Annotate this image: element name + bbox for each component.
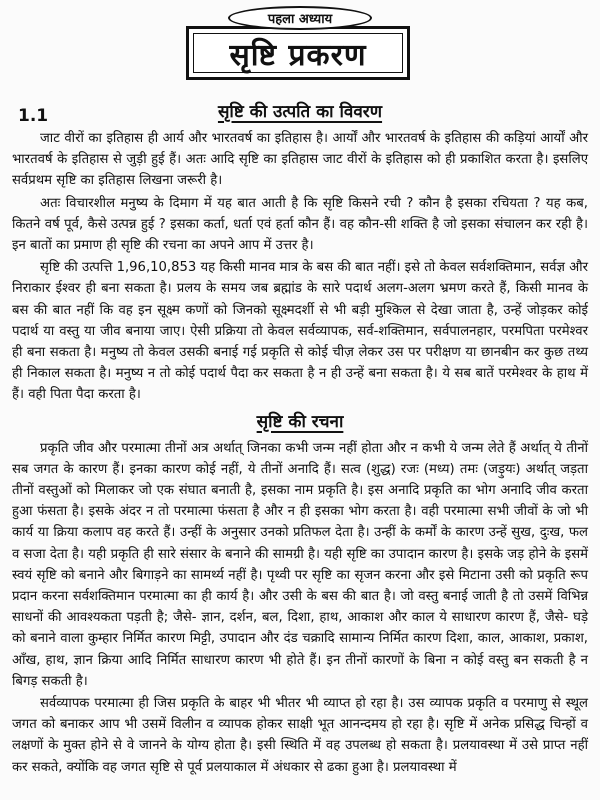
chapter-title: सृष्टि प्रकरण bbox=[229, 37, 367, 73]
section-heading: सृष्टि की उत्पति का विवरण bbox=[217, 102, 383, 122]
subheading: सृष्टि की रचना bbox=[256, 411, 344, 432]
paragraph: अतः विचारशील मनुष्य के दिमाग में यह बात आती है कि सृष्टि किसने रची ? कौन है इसका रचियता ? यह कब, कितने वर्ष पूर्व, कैसे उत्पन्न हुई ? इसका कर्ता, धर्ता एवं हर्ता कौन हैं। वह कौन-सी शक्ति है जो इसका संचालन कर रही है। इन बातों का प्रमाण ही सृष्टि की रचना का अपने आप में उत्तर है। bbox=[12, 195, 588, 254]
chapter-title-box bbox=[186, 26, 410, 80]
paragraph: प्रकृति जीव और परमात्मा तीनों अत्र अर्थात् जिनका कभी जन्म नहीं होता और न कभी ये जन्म लेते हैं अर्थात् ये तीनों सब जगत के कारण हैं। इनका कारण कोई नहीं, ये तीनों अनादि हैं। सत्व (शुद्ध) रजः (मध्य) तमः (जड़ुयः) अर्थात् जड़ता तीनों वस्तुओं को मिलाकर जो एक संघात बनाती है, इसका नाम प्रकृति है। इस अनादि प्रकृति का भोग अनादि जीव करता हुआ फंसता है। इसके अंदर न तो परमात्मा फंसता है और न ही इसका भोग करता है। वही परमात्मा सभी जीवों के जो भी कार्य या क्रिया कलाप वह करते हैं। उन्हीं के अनुसार उनको प्रतिफल देता है। उन्हीं के कर्मों के कारण उन्हें सुख, दुःख, फल व सजा देता है। यही प्रकृति ही सारे संसार के बनाने की सामग्री है। यही सृष्टि का उपादान कारण है। इसके जड़ होने के इसमें स्वयं सृष्टि को बनाने और बिगाड़ने का सामर्थ्य नहीं है। पृथ्वी पर सृष्टि का सृजन करना और इसे मिटाना उसी को प्रकृति रूप प्रदान करना सर्वशक्तिमान परमात्मा का ही कार्य है। और उसी के बस की बात है। जो वस्तु बनाई जाती है तो उसमें विभिन्न साधनों की आवश्यकता पड़ती है; जैसे- ज्ञान, दर्शन, बल, दिशा, हाथ, आकाश और काल ये साधारण कारण हैं, जैसे- घड़े को बनाने वाला कुम्हार निर्मित कारण मिट्टी, उपादान और दंड चक्रादि सामान्य निर्मित कारण दिशा, काल, आकाश, प्रकाश, आँख, हाथ, ज्ञान क्रिया आदि निर्मित साधारण कारण भी होते हैं। इन तीनों कारणों के बिना न कोई वस्तु बन सकती है न बिगड़ सकती है। bbox=[12, 440, 588, 689]
chapter-label: पहला अध्याय bbox=[228, 6, 372, 30]
paragraph: सर्वव्यापक परमात्मा ही जिस प्रकृति के बाहर भी भीतर भी व्याप्त हो रहा है। उस व्यापक प्रकृति व परमाणु से स्थूल जगत को बनाकर आप भी उसमें विलीन व व्यापक होकर साक्षी भूत आनन्दमय हो रहा है। सृष्टि में अनेक प्रसिद्ध चिन्हों व लक्षणों के मुक्त होने से वे जानने के योग्य होता है। इसी स्थिति में वह उपलब्ध हो सकता है। प्रलयावस्था में उसे प्राप्त नहीं कर सकते, क्योंकि वह जगत सृष्टि से पूर्व प्रलयाकाल में अंधकार से ढका हुआ है। प्रलयावस्था में bbox=[12, 696, 588, 775]
paragraph: जाट वीरों का इतिहास ही आर्य और भारतवर्ष का इतिहास है। आर्यों और भारतवर्ष के इतिहास की कड़ियां आर्यों और भारतवर्ष के इतिहास से जुड़ी हुई हैं। अतः आदि सृष्टि का इतिहास जाट वीरों के इतिहास को ही प्रकाशित करता है। इसलिए सर्वप्रथम सृष्टि का इतिहास लिखना जरूरी है। bbox=[12, 131, 588, 189]
section-number: 1.1 bbox=[18, 106, 49, 126]
page-content bbox=[12, 96, 588, 778]
chapter-header bbox=[0, 0, 600, 88]
paragraph: सृष्टि की उत्पत्ति 1,96,10,853 यह किसी मानव मात्र के बस की बात नहीं। इसे तो केवल सर्वशक्तिमान, सर्वज्ञ और निराकार ईश्वर ही बना सकता है। प्रलय के समय जब ब्रह्मांड के सारे पदार्थ अलग-अलग भ्रमण करते हैं, किसी मानव के बस की बात नहीं कि वह इन सूक्ष्म कणों को जिनको सूक्ष्मदर्शी से भी बड़ी मुश्किल से देखा जाता है, उन्हें जोड़कर कोई पदार्थ या वस्तु या जीव बनाया जाए। ऐसी प्रक्रिया तो केवल सर्वव्यापक, सर्व-शक्तिमान, सर्वपालनहार, परमपिता परमेश्वर ही बना सकता है। मनुष्य तो केवल उसकी बनाई गई प्रकृति से कोई चीज़ लेकर उस पर परीक्षण या छानबीन कर कुछ तथ्य ही निकाल सकता है। मनुष्य न तो कोई पदार्थ पैदा कर सकता है न ही उन्हें बना सकता है। ये सब बातें परमेश्वर के हाथ में हैं। वही पिता पैदा करता है। bbox=[12, 260, 588, 403]
